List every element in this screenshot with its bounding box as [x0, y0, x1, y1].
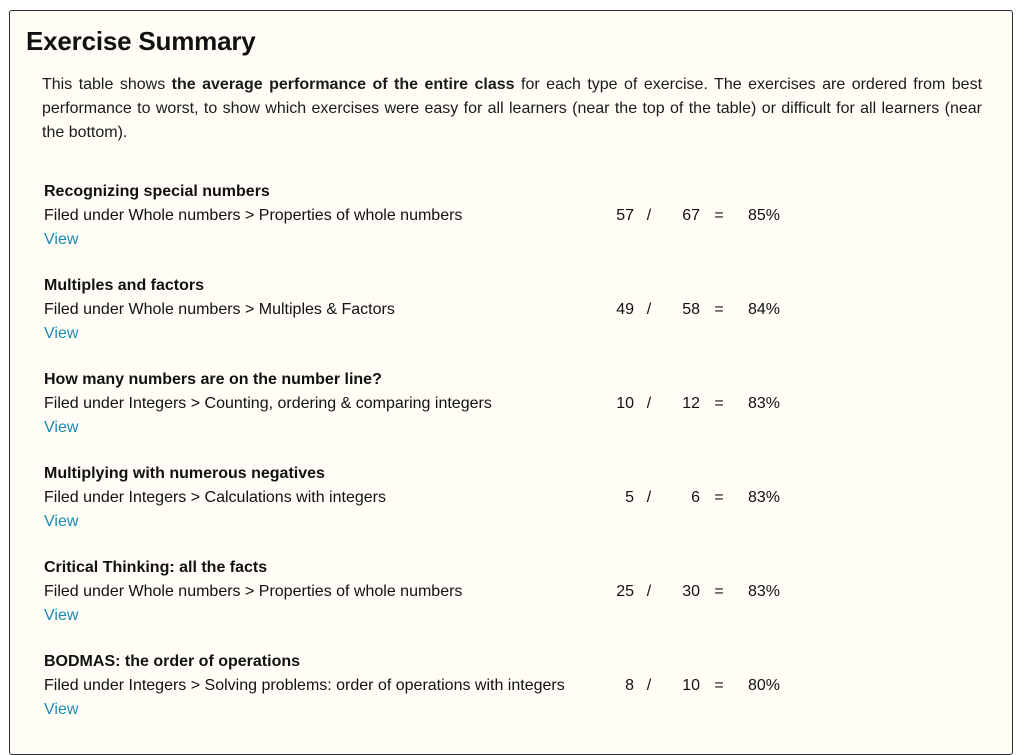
divider-slash: / — [646, 301, 652, 318]
exercise-category: Filed under Integers > Counting, ordering & comparing integers — [44, 395, 492, 412]
view-link[interactable]: View — [44, 513, 79, 530]
intro-text — [42, 73, 982, 145]
view-link[interactable]: View — [44, 419, 79, 436]
correct-count: 8 — [625, 677, 634, 694]
exercise-row — [44, 556, 804, 636]
exercise-title: Critical Thinking: all the facts — [44, 559, 268, 576]
total-count: 67 — [682, 207, 700, 224]
divider-slash: / — [646, 677, 652, 694]
percent-score: 85% — [747, 207, 780, 224]
exercise-row — [44, 368, 804, 448]
equals-sign: = — [714, 677, 724, 694]
divider-slash: / — [646, 395, 652, 412]
percent-score: 80% — [747, 677, 780, 694]
intro-text-emphasis: the average performance of the entire class — [171, 76, 515, 93]
exercise-summary-panel — [9, 10, 1013, 755]
exercise-category: Filed under Integers > Solving problems: order of operations with integers — [44, 677, 565, 694]
percent-score: 83% — [747, 395, 780, 412]
exercise-title: BODMAS: the order of operations — [44, 653, 301, 670]
exercise-title: Multiples and factors — [44, 277, 205, 294]
correct-count: 5 — [625, 489, 634, 506]
view-link[interactable]: View — [44, 231, 79, 248]
view-link[interactable]: View — [44, 607, 79, 624]
intro-text-part2: for each type of exercise. The exercises are ordered from best performance to worst, to show which exercises were easy for all learners (near the top of the table) or difficult for all learners (near the bottom). — [42, 76, 983, 141]
exercise-row — [44, 180, 804, 260]
page-title: Exercise Summary — [26, 26, 256, 56]
exercise-title: Recognizing special numbers — [44, 183, 270, 200]
equals-sign: = — [714, 395, 724, 412]
equals-sign: = — [714, 301, 724, 318]
exercise-row — [44, 274, 804, 354]
total-count: 30 — [682, 583, 700, 600]
correct-count: 49 — [616, 301, 634, 318]
divider-slash: / — [646, 489, 652, 506]
total-count: 58 — [682, 301, 700, 318]
total-count: 12 — [682, 395, 700, 412]
intro-text-part1: This table shows — [42, 76, 172, 93]
correct-count: 57 — [616, 207, 634, 224]
correct-count: 25 — [616, 583, 634, 600]
equals-sign: = — [714, 207, 724, 224]
view-link[interactable]: View — [44, 701, 79, 718]
correct-count: 10 — [616, 395, 634, 412]
divider-slash: / — [646, 207, 652, 224]
total-count: 10 — [682, 677, 700, 694]
exercise-category: Filed under Whole numbers > Properties of whole numbers — [44, 583, 463, 600]
exercise-category: Filed under Whole numbers > Properties of whole numbers — [44, 207, 463, 224]
exercise-category: Filed under Integers > Calculations with integers — [44, 489, 386, 506]
total-count: 6 — [691, 489, 700, 506]
equals-sign: = — [714, 489, 724, 506]
exercise-row — [44, 462, 804, 542]
exercise-title: Multiplying with numerous negatives — [44, 465, 325, 482]
equals-sign: = — [714, 583, 724, 600]
percent-score: 83% — [747, 583, 780, 600]
exercise-category: Filed under Whole numbers > Multiples & Factors — [44, 301, 395, 318]
percent-score: 84% — [747, 301, 780, 318]
view-link[interactable]: View — [44, 325, 79, 342]
percent-score: 83% — [747, 489, 780, 506]
exercise-title: How many numbers are on the number line? — [44, 371, 382, 388]
exercise-row — [44, 650, 804, 730]
divider-slash: / — [646, 583, 652, 600]
